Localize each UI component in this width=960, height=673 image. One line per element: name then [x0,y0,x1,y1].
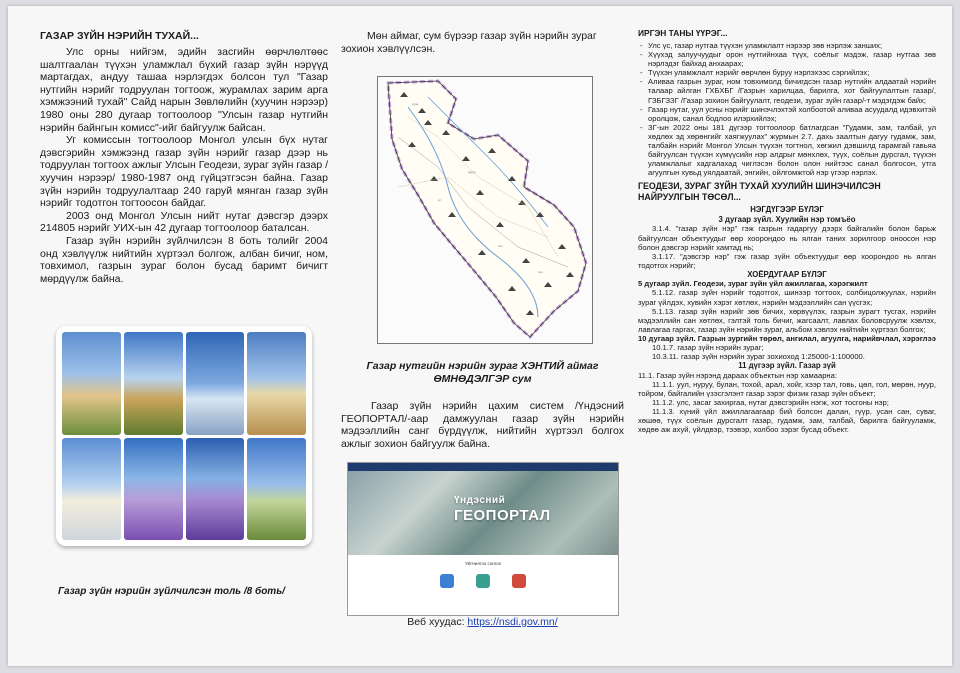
svg-text:гол: гол [498,244,503,248]
svg-text:ууль: ууль [412,102,419,106]
chapter-2: ХОЁРДУГААР БҮЛЭГ [747,269,827,279]
book-cover [247,438,306,541]
about-paragraph: Уг комиссын тогтоолоор Монгол улсын бүх нутаг дэвсгэрийн хэмжээнд газар зүйн нэрийг газар дээр нь тодруулан тогтоох ажлыг Улсын Геодези, зураг зүйн газар /хуучин нэрээр/ 1980-1987 онд гүйцэтгэсэн байна. Газар зүйн нэрийн тодруулалтаар 240 гаруй мянган газар зүйн нэрийг тодотгон тогтоосон байдаг. [40,134,329,210]
duties-list [638,41,936,177]
column-maps [341,30,624,628]
chart-icon [476,574,490,588]
clause-10-1-7: 10.1.7. газар зүйн нэрийн зураг; [652,343,764,353]
website-line [341,616,624,628]
portal-topbar [348,463,618,471]
clause-11-1-1: 11.1.1. уул, нуруу, булан, тохой, арал, хойг, хээр тал, говь, цөл, гол, мөрөн, нуур, тойром, байгалийн үзэсгэлэнт газар зэрэг физик газар зүйн объект; [638,379,936,398]
map-caption-line: Газар нутгийн нэрийн зураг ХЭНТИЙ аймаг [366,360,599,372]
books-caption: Газар зүйн нэрийн зүйлчилсэн толь /8 боть/ [58,586,285,597]
geoportal-screenshot [347,462,619,616]
clause-5-1-13: 5.1.13. газар зүйн нэрийг зөв бичих, хөрвүүлэх, газрын зурагт тусгах, нэрийн мэдээллийн сан хөтлөх, гэлтэй толь бичиг, жагсаалт, лавлах боловсруулж хэвлэх, лавлагаа гаргах, газар зүйн нэрийн зураг, альбом хэвлэх нийтийн хүртээл болгох; [638,306,936,334]
clause-11-1-3: 11.1.3. хүний үйл ажиллагаагаар бий болсон далан, гүүр, усан сан, суваг, хөшөө, түүх соёлын дурсгалт газар, гудамж, зам, талбай, барилга байгууламж, хөдөө аж ахуй, үйлдвэр, тээвэр, холбоо зэрэг бусад объект. [638,407,936,435]
duty-item: - Түүхэн уламжлалт нэрийг өөрчлөн буруу нэрлэхээс сэргийлэх; [638,68,936,77]
duty-item: - ЗГ-ын 2022 оны 181 дүгээр тогтоолоор батлагдсан "Гудамж, зам, талбай, ул хөдлөх эд хөрөнгийг хаягжуулах" журмын 2.7. дахь заалтын дагуу гудамж, зам, талбайн нэрийг Монгол Улсын түүхэн тогтнол, хөгжил дэвшилд гарамгай гавьяа байгуулсан түүхэн хүмүүсийн нэр алдрыг мөнхлөх, түүх, соёлын дурсгал, түүхэн уламжлалыг хадгалахад чиглэсэн болон олон нийтээс санал болгосон, утга агуулгын хувьд уялдаатай, энгийн, ойлгомжтой нэр үгээр нэрлэх. [638,123,936,178]
clause-3-1-4: 3.1.4. "газар зүйн нэр" гэж газрын гадаргуу дээрх байгалийн болон барьж байгуулсан объектуудыг өөр хоорондоо нь ялган таних зорилгоор оноосон нэр болон дэвсгэр нэрийг хамтад нь; [638,224,936,252]
clause-5-1-12: 5.1.12. газар зүйн нэрийг тодотгох, шинээр тогтоох, солбицолжуулах, нэрийн зураг үйлдэх, хувийн хэрэг хөтлөх, нэрийн мэдээллийн сан үүсгэх; [638,288,936,307]
book-cover [62,332,121,435]
column-duties-law [638,28,936,434]
svg-text:нуруу: нуруу [468,170,476,174]
article-3: 3 дугаар зүйл. Хуулийн нэр томъёо [718,214,856,224]
duties-heading: ИРГЭН ТАНЫ ҮҮРЭГ... [638,28,728,38]
portal-title [454,493,551,523]
about-paragraph: Улс орны нийгэм, эдийн засгийн өөрчлөлтөөс шалтгаалан түүхэн уламжлал бүхий газар зүйн нэрүүд мартагдах, андуу ташаа нэрлэгдэх болсон тул "Газар нутгийн нэрийг тодруулан тогтоож, журамлах зарим арга хэмжээний тухай" Сайд нарын Зөвлөлийн (хуучин нэрээр) 1980 оны 280 дугаар тогтоолоор "Улсын газар нутгийн нэрийн байнгын комисс"-ийг байгуулж байсан. [40,46,328,134]
article-11: 11 дүгээр зүйл. Газар зүй [738,361,836,371]
svg-text:ус: ус [438,198,441,202]
books-photo [56,326,312,546]
book-cover [62,438,121,541]
book-cover [124,332,183,435]
book-cover [186,332,245,435]
map-caption-line: ӨМНӨДЭЛГЭР сум [433,373,532,385]
duty-item: - Улс үс, газар нутгаа түүхэн уламжлалт нэрээр зөв нэрлэж занших; [638,41,936,50]
portal-subtitle: Үйлчилгээ сонгох [464,561,502,566]
duty-item: - Газар нутаг, уул усны нэрийг шинэчлэхтэй холбоотой аливаа асуудалд идэвхитэй оролцож, санал бодлоо илэрхийлэх; [638,105,936,123]
article-10: 10 дугаар зүйл. Газрын зургийн төрөл, ангилал, агуулга, нарийвчлал, хэрэглээ [638,333,936,343]
flag-icon [512,574,526,588]
clause-3-1-17: 3.1.17. "дэвсгэр нэр" гэж газар зүйн объектуудыг өөр хоорондоо нь ялган тодотгох нэрийг; [638,251,936,270]
about-title: ГАЗАР ЗҮЙН НЭРИЙН ТУХАЙ... [40,30,199,42]
map-drawing [378,77,592,343]
duty-item: - Аливаа газрын зураг, ном товхимолд бичигдсэн газар нутгийн алдаатай нэрийн талаар айлган ГХБХБГ /Газрын харилцаа, барилга, хот байгуулалтын газар/, ГЗБГЗЗГ /Газар зохион байгуулалт, геодези, зураг зүйн газар/-т мэдэгдэж байх; [638,77,936,104]
article-5: 5 дугаар зүйл. Геодези, зураг зүйн үйл ажиллагаа, хэрэгжилт [638,279,868,289]
clause-10-3-11: 10.3.11. газар зүйн нэрийн зураг зохиоход 1:25000-1:100000. [652,352,865,362]
maps-intro: Мөн аймаг, сум бүрээр газар зүйн нэрийн зураг зохион хэвлүүлсэн. [341,30,597,55]
book-cover [186,438,245,541]
column-about-names [40,30,329,597]
book-cover [247,332,306,435]
portal-icons [348,574,618,588]
about-paragraph: 2003 онд Монгол Улсын нийт нутаг дэвсгэр дээрх 214805 нэрийг УИХ-ын 42 дугаар тогтоолоор баталсан. [40,209,328,235]
about-paragraph: Газар зүйн нэрийн зүйлчилсэн 8 боть толийг 2004 онд хэвлүүлж нийтийн хүртээл болгож, албан бичиг, ном, товхимол, газрын зураг болон бусад баримт бичигт мөрдүүлж байна. [40,234,328,285]
portal-hero [348,471,618,555]
chapter-1: НЭГДҮГЭЭР БҮЛЭГ [750,205,824,215]
website-link[interactable]: https://nsdi.gov.mn/ [467,616,558,628]
map-caption [341,360,624,386]
geoportal-paragraph: Газар зүйн нэрийн цахим систем /Үндэсний ГЕОПОРТАЛ/-аар дамжуулан газар зүйн нэрийн мэдээллийн санг бүрдүүлж, нийтийн хүртээл болгох ажлыг зохион байгуулж байна. [341,400,624,450]
soum-map-image [377,76,593,344]
svg-text:тал: тал [538,270,543,274]
portal-title-small: Үндэсний [454,495,506,506]
website-label: Веб хуудас: [407,616,465,628]
people-icon [440,574,454,588]
duty-item: - Хүүхэд залуучуудыг орон нутгийнхаа түүх, соёлыг мэдэж, газар нутгаа зөв нэрлэдэг байхад анхаарах; [638,50,936,68]
law-heading: ГЕОДЕЗИ, ЗУРАГ ЗҮЙН ТУХАЙ ХУУЛИЙН ШИНЭЧИЛСЭН НАЙРУУЛГЫН ТӨСӨЛ... [638,181,881,202]
book-cover [124,438,183,541]
portal-title-big: ГЕОПОРТАЛ [454,507,551,524]
clause-11-1: 11.1. Газар зүйн нэрэнд дараах объектын нэр хамаарна: [638,370,837,380]
brochure-sheet [8,6,952,666]
clause-11-1-2: 11.1.2. улс, засаг захиргаа, нутаг дэвсгэрийн нэгж, хот тосгоны нэр; [652,398,889,407]
